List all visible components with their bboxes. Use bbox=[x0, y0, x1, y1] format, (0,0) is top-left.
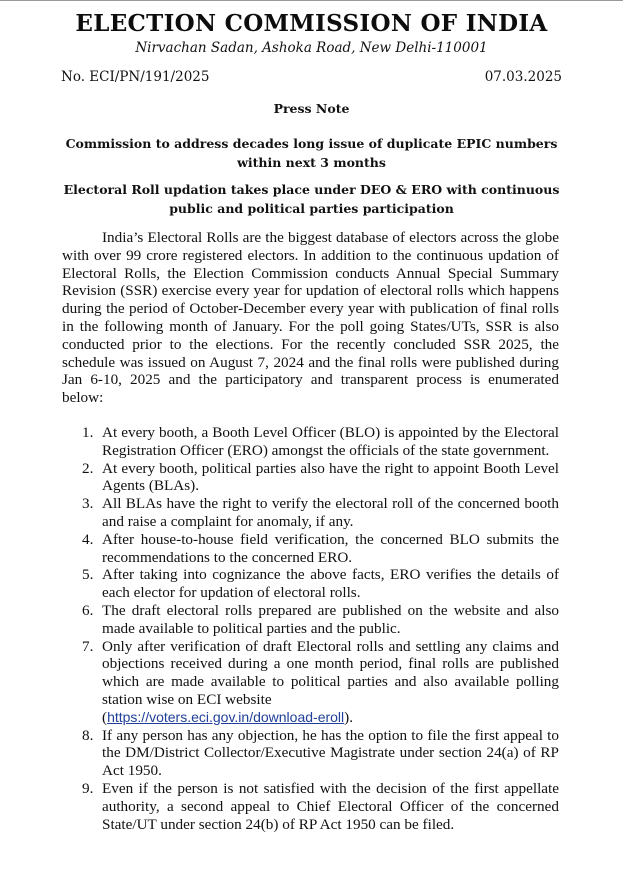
list-item-number: 1. bbox=[82, 424, 94, 441]
list-item-number: 7. bbox=[82, 637, 94, 655]
list-item-number: 8. bbox=[82, 726, 94, 744]
list-item bbox=[82, 424, 559, 460]
list-item bbox=[82, 726, 559, 780]
organization-address: Nirvachan Sadan, Ashoka Road, New Delhi-110001 bbox=[135, 40, 488, 56]
link-close-paren: ). bbox=[344, 708, 354, 726]
list-item-text: The draft electoral rolls prepared are published on the website and also made available to political parties and the public. bbox=[102, 601, 559, 637]
list-item-text: After house-to-house field verification, the concerned BLO submits the recommendations to the concerned ERO. bbox=[102, 530, 559, 566]
list-item bbox=[82, 495, 559, 531]
list-item-text: All BLAs have the right to verify the electoral roll of the concerned booth and raise a complaint for anomaly, if any. bbox=[102, 495, 559, 530]
list-item bbox=[82, 779, 559, 833]
list-item-number: 4. bbox=[82, 530, 94, 548]
list-item-text: At every booth, a Booth Level Officer (BLO) is appointed by the Electoral Registration Officer (ERO) amongst the officials of the state government. bbox=[102, 424, 559, 459]
document-type-heading: Press Note bbox=[273, 101, 350, 116]
list-item-text: If any person has any objection, he has the option to file the first appeal to the DM/District Collector/Executive Magistrate under section 24(a) of RP Act 1950. bbox=[102, 726, 559, 780]
list-item bbox=[82, 566, 559, 602]
list-item-text: At every booth, political parties also have the right to appoint Booth Level Agents (BLAs). bbox=[102, 459, 559, 495]
link-open-paren: ( bbox=[102, 708, 108, 726]
list-item-text: Even if the person is not satisfied with the decision of the first appellate authority, a second appeal to Chief Electoral Officer of the concerned State/UT under section 24(b) of RP Act 1950 can be filed. bbox=[102, 779, 559, 833]
list-item-number: 3. bbox=[82, 495, 94, 513]
headline-secondary: Electoral Roll updation takes place under DEO & ERO with continuous public and political parties participation bbox=[63, 182, 560, 216]
intro-paragraph: India’s Electoral Rolls are the biggest database of electors across the globe with over 99 crore registered electors. In addition to the continuous updation of Electoral Rolls, the Election Commission conducts Annual Special Summary Revision (SSR) exercise every year for updation of electoral rolls which happens during the period of October-December every year with publication of final rolls in the following month of January. For the poll going States/UTs, SSR is also conducted prior to the elections. For the recently concluded SSR 2025, the schedule was issued on August 7, 2024 and the final rolls were published during Jan 6-10, 2025 and the participatory and transparent process is enumerated below: bbox=[62, 229, 559, 407]
list-item-number: 5. bbox=[82, 566, 94, 584]
list-item-number: 9. bbox=[82, 779, 94, 797]
list-item bbox=[82, 459, 559, 496]
list-item-number: 6. bbox=[82, 601, 94, 619]
document-date: 07.03.2025 bbox=[484, 69, 562, 85]
list-item bbox=[82, 601, 559, 638]
list-item bbox=[82, 530, 559, 567]
headline-primary: Commission to address decades long issue of duplicate EPIC numbers within next 3 months bbox=[65, 136, 558, 170]
list-item-number: 2. bbox=[82, 459, 94, 477]
reference-number: No. ECI/PN/191/2025 bbox=[61, 69, 210, 85]
organization-title: ELECTION COMMISSION OF INDIA bbox=[75, 10, 548, 37]
list-item bbox=[82, 637, 559, 727]
eroll-download-link[interactable]: https://voters.eci.gov.in/download-eroll bbox=[107, 708, 345, 725]
process-list bbox=[62, 424, 559, 833]
list-item-text: After taking into cognizance the above facts, ERO verifies the details of each elector for updation of electoral rolls. bbox=[102, 566, 559, 602]
list-item-text: Only after verification of draft Electoral rolls and settling any claims and objections received during a one month period, final rolls are published which are made available to political parties and also available polling station wise on ECI website bbox=[102, 637, 559, 708]
